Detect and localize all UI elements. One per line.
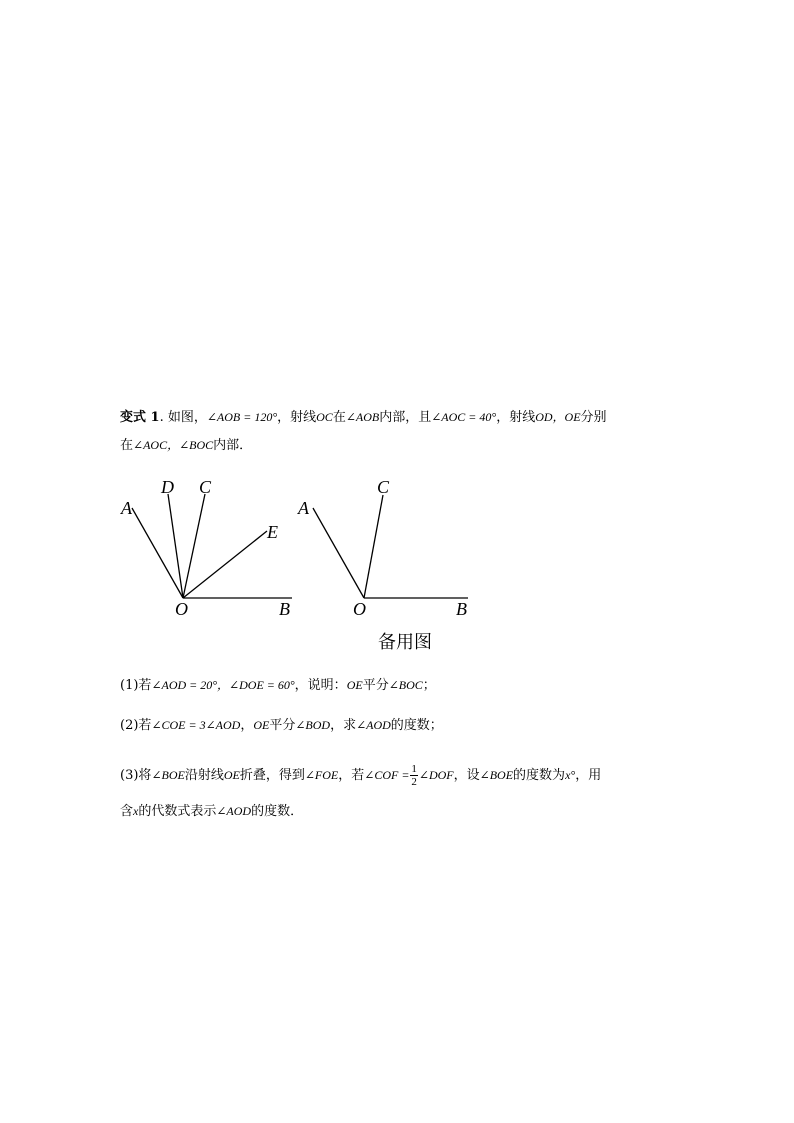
- label-a: A: [121, 498, 132, 518]
- question-text: ，: [240, 718, 254, 733]
- math-x: x: [133, 804, 139, 818]
- problem-label: 变式 1: [120, 410, 160, 425]
- problem-intro-line1: [120, 408, 607, 427]
- intro-text: 分别: [580, 410, 607, 425]
- intro-text: 在: [332, 410, 346, 425]
- math-oc: OC: [316, 410, 333, 424]
- math-od-oe: OD，OE: [535, 410, 581, 424]
- math-bod: ∠BOD: [295, 718, 331, 732]
- math-dof: ∠DOF: [418, 768, 454, 782]
- math-aoc: ∠AOC = 40°: [431, 410, 497, 424]
- math-foe: ∠FOE: [304, 768, 339, 782]
- question-text: ，用: [575, 768, 602, 783]
- question-3-line1: [120, 762, 601, 789]
- question-2: [120, 716, 443, 735]
- question-text: 沿射线: [184, 768, 224, 783]
- label-b-spare: B: [456, 599, 467, 619]
- math-boc: ∠BOC: [388, 678, 423, 692]
- question-text: 若: [138, 718, 152, 733]
- spare-figure-caption: 备用图: [378, 632, 432, 653]
- intro-text: ，射线: [496, 410, 536, 425]
- question-number: (2): [120, 718, 139, 733]
- ray-oa: [132, 508, 183, 598]
- math-x-degree: x°: [565, 768, 576, 782]
- fraction-one-half: [410, 763, 418, 788]
- label-a-spare: A: [298, 498, 309, 518]
- question-text: 折叠，得到: [239, 768, 305, 783]
- intro-text: 在: [120, 438, 134, 453]
- question-text: ，若: [338, 768, 365, 783]
- label-d: D: [161, 477, 174, 497]
- intro-text: . 如图，: [159, 410, 207, 425]
- label-c-spare: C: [377, 477, 390, 497]
- intro-text: 内部，且: [379, 410, 432, 425]
- label-c: C: [199, 477, 212, 497]
- math-aoc-boc: ∠AOC，∠BOC: [133, 438, 214, 452]
- figure-spare: [313, 495, 468, 598]
- geometry-figures: [110, 470, 490, 660]
- question-text: 的度数．: [251, 804, 304, 819]
- question-text: 含: [120, 804, 134, 819]
- math-angle-aob: ∠AOB = 120°: [206, 410, 278, 424]
- label-e: E: [267, 522, 278, 542]
- question-1: [120, 676, 436, 695]
- label-o: O: [175, 599, 188, 619]
- question-text: ；: [422, 678, 436, 693]
- question-text: 的代数式表示: [138, 804, 217, 819]
- ray-oc-spare: [364, 495, 383, 598]
- math-aod: ∠AOD: [216, 804, 252, 818]
- intro-text: 内部．: [213, 438, 253, 453]
- intro-text: ，射线: [277, 410, 317, 425]
- question-3-line2: [120, 802, 303, 821]
- math-aod-doe: ∠AOD = 20°，∠DOE = 60°: [151, 678, 295, 692]
- question-text: 的度数为: [513, 768, 566, 783]
- ray-od: [168, 494, 183, 598]
- fraction-numerator: 1: [411, 763, 417, 775]
- question-text: 平分: [269, 718, 296, 733]
- math-aob: ∠AOB: [345, 410, 380, 424]
- question-number: (1): [120, 678, 139, 693]
- figure-main: [132, 494, 292, 598]
- question-text: 若: [138, 678, 152, 693]
- label-b: B: [279, 599, 290, 619]
- fraction-denominator: 2: [411, 776, 417, 788]
- question-text: ，说明：: [294, 678, 347, 693]
- question-text: 将: [138, 768, 152, 783]
- question-text: 平分: [362, 678, 389, 693]
- question-text: ，求: [330, 718, 357, 733]
- ray-oa-spare: [313, 508, 364, 598]
- math-cof: ∠COF =: [364, 768, 410, 782]
- question-number: (3): [120, 768, 139, 783]
- problem-intro-line2: [120, 436, 252, 455]
- math-boe: ∠BOE: [151, 768, 185, 782]
- math-boe: ∠BOE: [479, 768, 514, 782]
- question-text: 的度数；: [390, 718, 443, 733]
- math-oe: OE: [253, 718, 270, 732]
- math-oe: OE: [223, 768, 240, 782]
- math-oe: OE: [346, 678, 363, 692]
- question-text: ，设: [453, 768, 480, 783]
- math-coe: ∠COE = 3∠AOD: [151, 718, 241, 732]
- label-o-spare: O: [353, 599, 366, 619]
- math-aod: ∠AOD: [356, 718, 391, 732]
